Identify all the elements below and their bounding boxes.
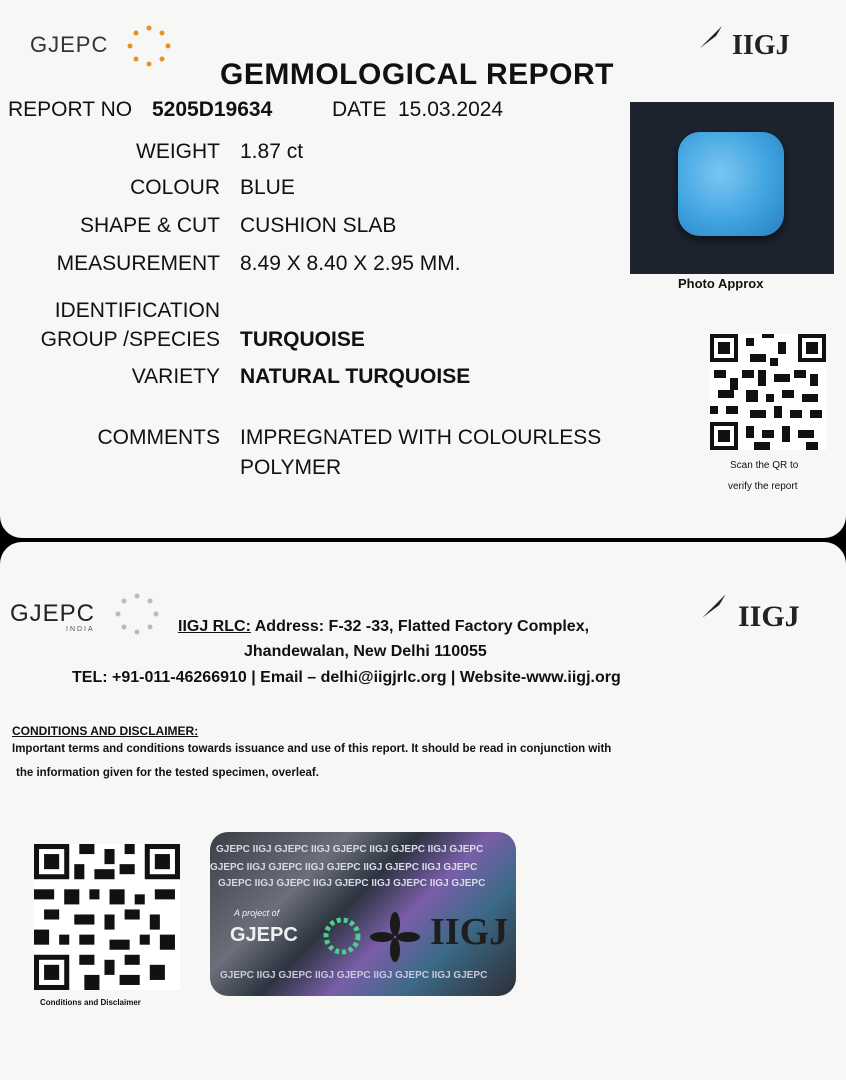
security-hologram [210, 832, 516, 996]
photo-caption: Photo Approx [678, 276, 764, 291]
gjepc-logo [30, 32, 108, 58]
gjepc-logo-back-text: GJEPC [10, 600, 96, 627]
hologram-gjepc: GJEPC [230, 924, 298, 946]
weight-value: 1.87 ct [240, 140, 304, 163]
arrow-logo-back-icon [700, 590, 730, 620]
address-line1 [178, 618, 589, 636]
group-label: GROUP /SPECIES [40, 328, 220, 351]
report-back-card [0, 542, 846, 1080]
report-front-card [0, 0, 846, 538]
contact-line: TEL: +91-011-46266910 | Email – delhi@iigjrlc.org | Website-www.iigj.org [72, 669, 621, 686]
shape-value: CUSHION SLAB [240, 214, 397, 237]
iigj-logo-back-text: IIGJ [738, 600, 800, 633]
hologram-project-label: A project of [234, 908, 280, 918]
conditions-title: CONDITIONS AND DISCLAIMER: [12, 724, 199, 738]
verify-qr-code[interactable] [710, 334, 826, 450]
measurement-value: 8.49 X 8.40 X 2.95 MM. [240, 252, 461, 275]
hologram-pattern-row3: GJEPC IIGJ GJEPC IIGJ GJEPC IIGJ GJEPC IIGJ GJEPC [218, 878, 486, 889]
gjepc-logo-back-sub: INDIA [66, 626, 95, 633]
iigj-logo-text: IIGJ [732, 30, 790, 61]
report-no-value: 5205D19634 [152, 98, 273, 121]
report-no-label: REPORT NO [8, 98, 133, 121]
hologram-pattern-row4: GJEPC IIGJ GJEPC IIGJ GJEPC IIGJ GJEPC IIGJ GJEPC [220, 970, 488, 981]
conditions-qr-code[interactable] [34, 844, 180, 990]
address-text: Address: F-32 -33, Flatted Factory Complex, [250, 618, 590, 635]
hologram-pattern-row2: GJEPC IIGJ GJEPC IIGJ GJEPC IIGJ GJEPC IIGJ GJEPC [210, 862, 478, 873]
variety-label: VARIETY [131, 365, 220, 388]
colour-value: BLUE [240, 176, 295, 199]
address-line2: Jhandewalan, New Delhi 110055 [244, 643, 487, 660]
comments-line2: POLYMER [240, 456, 342, 479]
qr-caption-line2: verify the report [728, 481, 798, 492]
shape-label: SHAPE & CUT [79, 214, 220, 237]
colour-label: COLOUR [130, 176, 220, 199]
arrow-logo-icon [698, 22, 726, 50]
gem-photo [630, 102, 834, 274]
sun-logo-back-icon [112, 590, 162, 640]
hologram-iigj: IIGJ [430, 911, 509, 953]
conditions-line2: the information given for the tested specimen, overleaf. [16, 767, 319, 779]
sun-logo-icon [124, 22, 174, 72]
gem-image [678, 132, 784, 236]
group-value: TURQUOISE [240, 328, 365, 351]
hologram-sun-icon [322, 916, 362, 956]
comments-line1: IMPREGNATED WITH COLOURLESS [240, 426, 602, 449]
variety-value: NATURAL TURQUOISE [240, 365, 471, 388]
identification-label: IDENTIFICATION [54, 299, 220, 322]
comments-label: COMMENTS [97, 426, 220, 449]
date-value: 15.03.2024 [398, 98, 504, 121]
qr-caption-line1: Scan the QR to [730, 460, 799, 471]
gjepc-logo-back [10, 600, 96, 633]
hologram-flower-icon [370, 912, 420, 962]
conditions-qr-caption: Conditions and Disclaimer [40, 998, 141, 1007]
date-label: DATE [332, 98, 387, 121]
report-title: GEMMOLOGICAL REPORT [220, 58, 614, 91]
gjepc-logo-text: GJEPC [30, 32, 109, 57]
measurement-label: MEASUREMENT [56, 252, 220, 275]
weight-label: WEIGHT [136, 140, 220, 163]
hologram-pattern-row1: GJEPC IIGJ GJEPC IIGJ GJEPC IIGJ GJEPC IIGJ GJEPC [216, 844, 484, 855]
address-label: IIGJ RLC: [178, 618, 251, 635]
conditions-line1: Important terms and conditions towards issuance and use of this report. It should be read in conjunction with [12, 743, 612, 755]
